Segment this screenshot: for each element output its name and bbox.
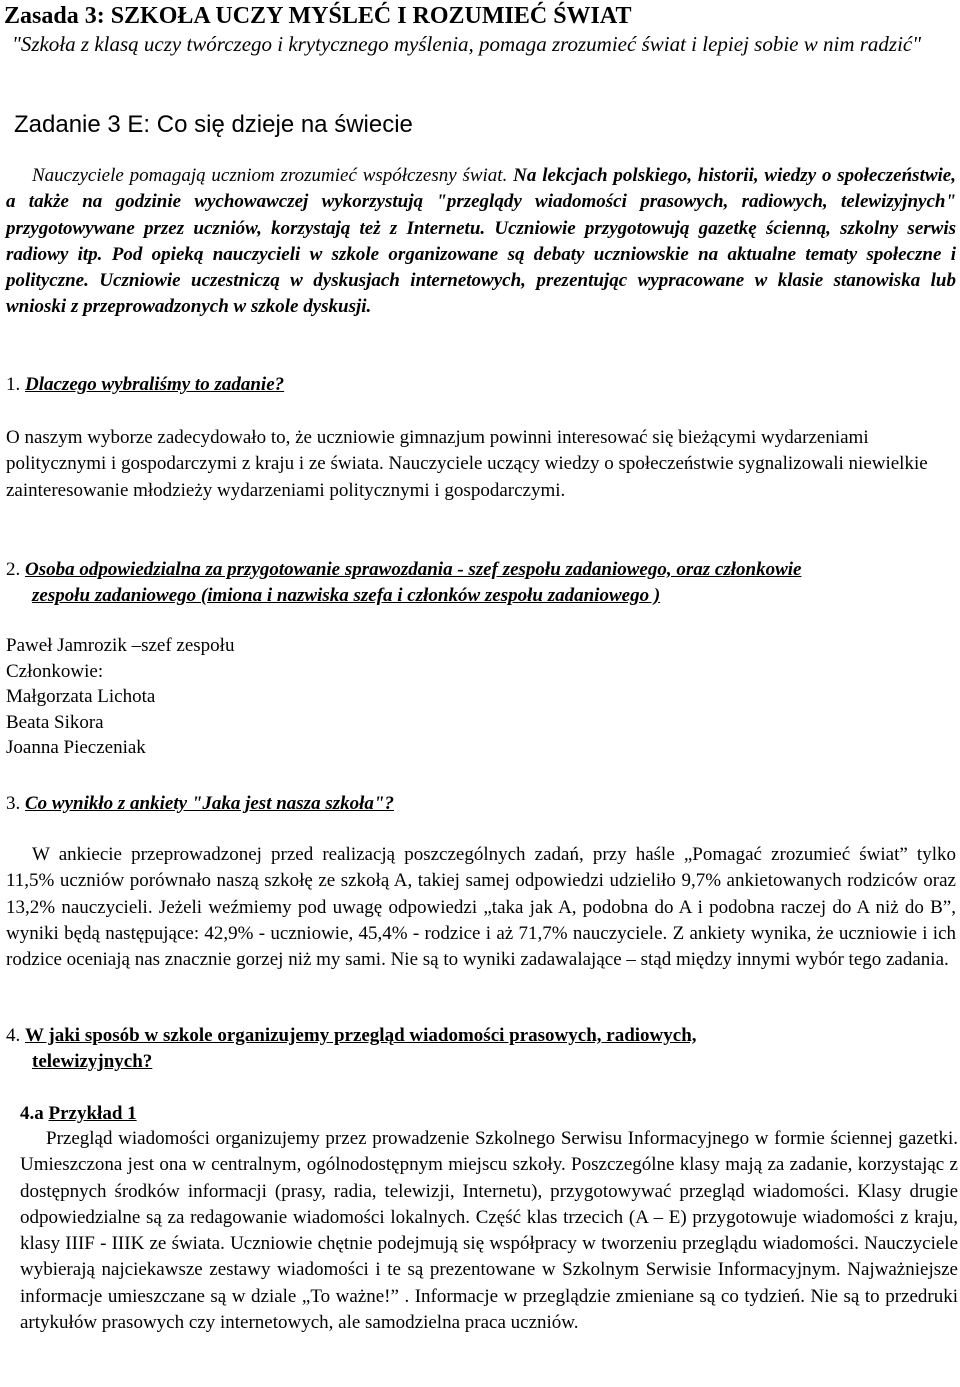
- question-2-number: 2.: [6, 559, 21, 580]
- team-member: Małgorzata Lichota: [6, 686, 156, 707]
- team-member: Beata Sikora: [6, 711, 104, 733]
- question-1-number: 1.: [6, 374, 21, 395]
- question-3-number: 3.: [6, 793, 21, 814]
- example-label: Przykład 1: [48, 1103, 137, 1124]
- intro-body: Na lekcjach polskiego, historii, wiedzy o społeczeństwie, a także na godzinie wychowawczej wykorzystują "przeglądy wiadomości prasowych, radiowych, telewizyjnych" przygotowywane przez uczniów, korzystają też z Internetu. Uczniowie przygotowują gazetkę ścienną, szkolny serwis radiowy itp. Pod opieką nauczycieli w szkole organizowane są debaty uczniowskie na aktualne tematy społeczne i polityczne. Uczniowie uczestniczą w dyskusjach internetowych, prezentując wypracowane w klasie stanowiska lub wnioski z przeprowadzonych w szkole dyskusji.: [6, 165, 956, 318]
- question-4-line2: telewizyjnych?: [32, 1051, 153, 1072]
- team-list: [6, 633, 234, 761]
- team-member: Joanna Pieczeniak: [6, 737, 146, 758]
- question-1: [6, 372, 284, 398]
- example-number: 4.a: [20, 1103, 44, 1124]
- answer-4-paragraph: Przegląd wiadomości organizujemy przez prowadzenie Szkolnego Serwisu Informacyjnego w formie ściennej gazetki. Umieszczona jest ona w centralnym, ogólnodostępnym miejscu szkoły. Poszczególne klasy mają za zadanie, korzystając z dostępnych środków informacji (prasy, radia, telewizji, Internetu), przygotowywać przegląd wiadomości. Klasy drugie odpowiedzialne są za redagowanie wiadomości lokalnych. Część klas trzecich (A – E) przygotowuje wiadomości z kraju, klasy IIIF - IIIK ze świata. Uczniowie chętnie podejmują się współpracy w tworzeniu przeglądu wiadomości. Nauczyciele wybierają najciekawsze zestawy wiadomości i te są prezentowane w Szkolnym Serwisie Informacyjnym. Najważniejsze informacje umieszczane są w dziale „To ważne!” . Informacje w przeglądzie zmieniane są co tydzień. Nie są to przedruki artykułów prasowych czy internetowych, ale samodzielna praca uczniów.: [20, 1128, 958, 1334]
- question-1-text: Dlaczego wybraliśmy to zadanie?: [25, 374, 285, 395]
- task-title: Zadanie 3 E: Co się dzieje na świecie: [14, 111, 413, 138]
- principle-heading: Zasada 3: SZKOŁA UCZY MYŚLEĆ I ROZUMIEĆ ŚWIAT: [4, 3, 632, 29]
- question-4-number: 4.: [6, 1025, 21, 1046]
- answer-3-paragraph: W ankiecie przeprowadzonej przed realizacją poszczególnych zadań, przy haśle „Pomagać zrozumieć świat” tylko 11,5% uczniów porównało naszą szkołę ze szkołą A, takiej samej odpowiedzi udzieliło 9,7% ankietowanych rodziców oraz 13,2% nauczycieli. Jeżeli weźmiemy pod uwagę odpowiedzi „taka jak A, podobna do A i podobna raczej do A niż do B”, wyniki będą następujące: 42,9% - uczniowie, 45,4% - rodzice i aż 71,7% nauczyciele. Z ankiety wynika, że uczniowie i ich rodzice oceniają nas znacznie gorzej niż my sami. Nie są to wyniki zadawalające – stąd między innymi wybór tego zadania.: [6, 844, 956, 971]
- question-2-line1: Osoba odpowiedzialna za przygotowanie sprawozdania - szef zespołu zadaniowego, oraz członkowie: [25, 559, 802, 580]
- question-4: [6, 1023, 958, 1075]
- question-2: [6, 557, 958, 609]
- principle-quote: "Szkoła z klasą uczy twórczego i krytycznego myślenia, pomaga zrozumieć świat i lepiej sobie w nim radzić": [12, 32, 922, 56]
- team-members-label: Członkowie:: [6, 660, 104, 682]
- question-3: [6, 791, 394, 817]
- question-3-text: Co wynikło z ankiety "Jaka jest nasza szkoła"?: [25, 793, 394, 814]
- question-4-line1: W jaki sposób w szkole organizujemy przegląd wiadomości prasowych, radiowych,: [25, 1025, 697, 1046]
- team-leader: Paweł Jamrozik –szef zespołu: [6, 635, 235, 656]
- example-heading: [20, 1101, 137, 1127]
- intro-paragraph: [6, 163, 956, 321]
- question-2-line2: zespołu zadaniowego (imiona i nazwiska szefa i członków zespołu zadaniowego ): [32, 585, 661, 606]
- intro-lead: Nauczyciele pomagają uczniom zrozumieć współczesny świat.: [32, 165, 508, 186]
- answer-1-paragraph: O naszym wyborze zadecydowało to, że uczniowie gimnazjum powinni interesować się bieżącymi wydarzeniami politycznymi i gospodarczymi z kraju i ze świata. Nauczyciele uczący wiedzy o społeczeństwie sygnalizowali niewielkie zainteresowanie młodzieży wydarzeniami politycznymi i gospodarczymi.: [6, 427, 928, 501]
